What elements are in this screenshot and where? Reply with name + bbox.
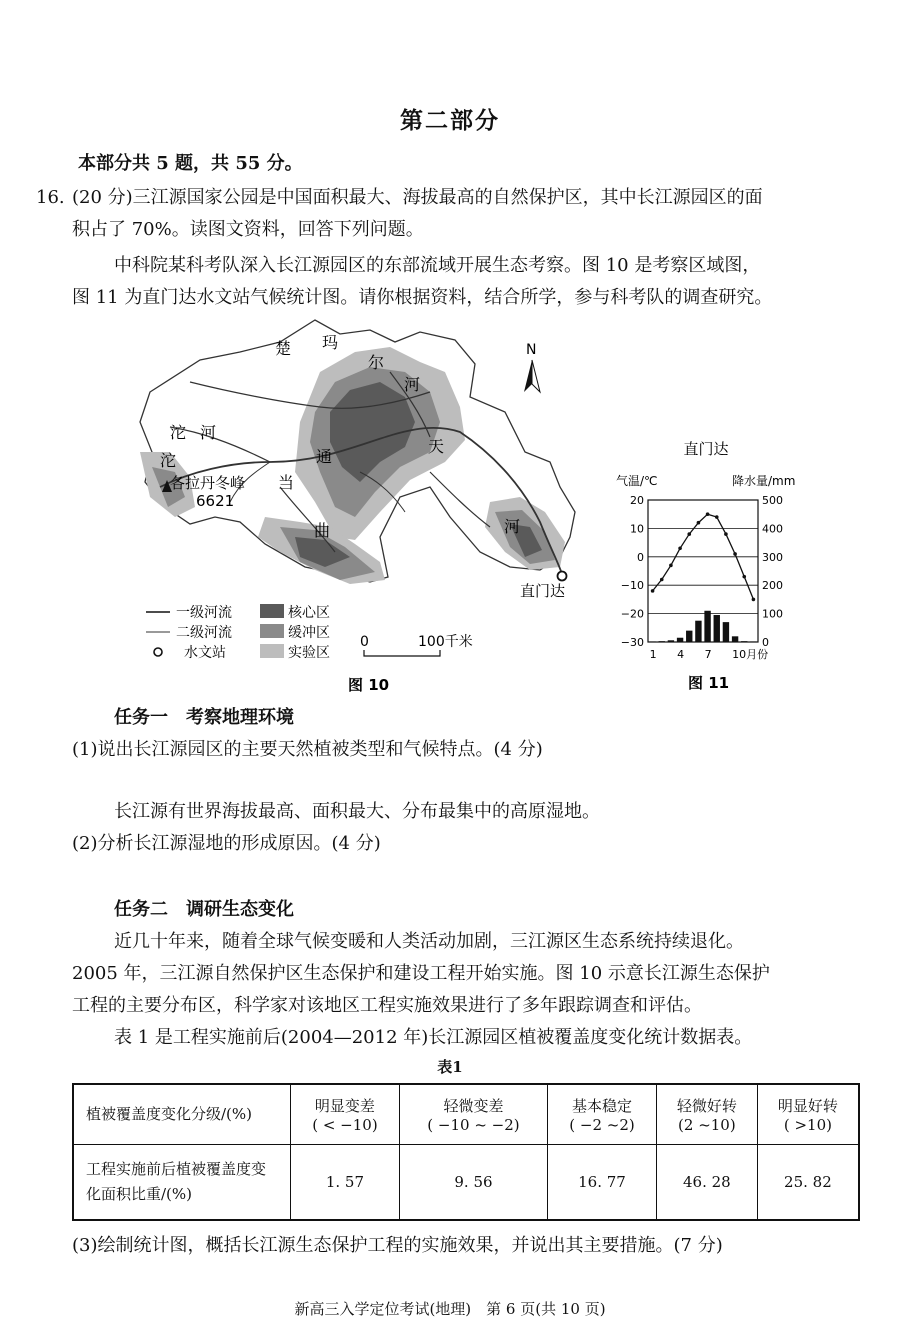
temperature-point [678, 546, 682, 550]
climate-chart [608, 430, 808, 700]
label-er: 尔 [368, 353, 385, 372]
scale-zero: 0 [360, 634, 369, 650]
temperature-point [752, 598, 756, 602]
legend-experiment: 实验区 [288, 645, 330, 661]
month-tick-label: 1 [649, 648, 657, 661]
precip-bar [723, 622, 729, 642]
precip-tick-label: 300 [762, 550, 783, 564]
task2-p1: 近几十年来，随着全球气候变暖和人类活动加剧，三江源区生态系统持续退化。 [114, 931, 744, 952]
precip-bar [668, 640, 674, 642]
header-cell: 明显好转 ( >10) [757, 1084, 859, 1145]
y-right-label: 降水量/mm [732, 474, 796, 488]
temperature-point [724, 532, 728, 536]
temp-tick-label: −10 [620, 579, 644, 593]
temp-tick-label: 20 [630, 494, 644, 507]
month-tick-label: 4 [677, 648, 685, 661]
table-cell: 25. 82 [757, 1145, 859, 1220]
precip-bar [649, 641, 655, 642]
precip-tick-label: 100 [762, 607, 783, 621]
legend-river1: 一级河流 [176, 605, 232, 621]
label-he2: 河 [200, 423, 217, 442]
header-first-cell: 植被覆盖度变化分级/(%) [73, 1084, 291, 1145]
temperature-point [687, 532, 691, 536]
temp-tick-label: 0 [637, 550, 644, 564]
y-left-label: 气温/℃ [616, 474, 658, 488]
table-header-row [73, 1084, 859, 1145]
precip-tick-label: 400 [762, 522, 783, 536]
label-peak-elevation: 6621 [196, 492, 235, 510]
precip-bar [714, 615, 720, 642]
chart-title: 直门达 [683, 440, 729, 458]
task2-p3: 工程的主要分布区，科学家对该地区工程实施效果进行了多年跟踪调查和评估。 [72, 995, 702, 1016]
task1-info: 长江源有世界海拔最高、面积最大、分布最集中的高原湿地。 [114, 801, 600, 822]
question-text-line3: 中科院某科考队深入长江源园区的东部流域开展生态考察。图 10 是考察区域图， [114, 255, 761, 276]
label-tian: 天 [428, 437, 445, 456]
label-chu: 楚 [275, 339, 292, 358]
label-tuo2: 沱 [160, 451, 177, 470]
north-arrow-icon [524, 360, 532, 392]
page-footer: 新高三入学定位考试(地理) 第 6 页(共 10 页) [294, 1300, 606, 1318]
scale-bar [364, 650, 440, 656]
table-caption: 表1 [437, 1058, 463, 1076]
precip-bar [704, 611, 710, 642]
label-dang: 当 [278, 473, 295, 492]
precip-bar [659, 641, 665, 642]
part-intro: 本部分共 5 题，共 55 分。 [78, 153, 303, 174]
row-label-cell: 工程实施前后植被覆盖度变 化面积比重/(%) [73, 1145, 291, 1220]
precip-bar [741, 641, 747, 642]
header-cell: 轻微变差 ( −10 ~ −2) [399, 1084, 547, 1145]
question-text-line2: 积占了 70%。读图文资料，回答下列问题。 [72, 219, 424, 240]
precip-bar [677, 638, 683, 642]
table-cell: 16. 77 [548, 1145, 657, 1220]
legend-station: 水文站 [184, 645, 226, 661]
temperature-point [733, 552, 737, 556]
map-caption: 图 10 [348, 676, 390, 694]
label-he3: 河 [504, 517, 521, 536]
question-number: 16. [36, 187, 65, 208]
temperature-point [651, 589, 655, 593]
task2-p4: 表 1 是工程实施前后(2004—2012 年)长江源园区植被覆盖度变化统计数据表。 [114, 1027, 753, 1048]
precip-tick-label: 200 [762, 579, 783, 593]
label-station: 直门达 [520, 582, 566, 600]
precip-tick-label: 500 [762, 494, 783, 507]
temperature-point [697, 521, 701, 525]
header-cell: 轻微好转 (2 ~10) [656, 1084, 757, 1145]
table-row [73, 1145, 859, 1220]
chart-caption: 图 11 [688, 674, 730, 692]
temperature-point [706, 512, 710, 516]
label-tong: 通 [316, 447, 333, 466]
table-cell: 46. 28 [656, 1145, 757, 1220]
precip-bar [750, 641, 756, 642]
table-cell: 9. 56 [399, 1145, 547, 1220]
hydrological-station-icon [558, 572, 567, 581]
table-cell: 1. 57 [291, 1145, 400, 1220]
legend-river2: 二级河流 [176, 625, 232, 641]
legend-core: 核心区 [288, 605, 330, 621]
label-he1: 河 [404, 375, 421, 394]
task1-heading: 任务一 考察地理环境 [114, 707, 294, 728]
temp-tick-label: 10 [630, 522, 644, 536]
header-cell: 基本稳定 ( −2 ~2) [548, 1084, 657, 1145]
label-qu: 曲 [314, 521, 331, 540]
task2-heading: 任务二 调研生态变化 [114, 899, 294, 920]
temp-tick-label: −20 [620, 607, 644, 621]
precip-tick-label: 0 [762, 636, 769, 649]
task2-p2: 2005 年，三江源自然保护区生态保护和建设工程开始实施。图 10 示意长江源生态保护 [72, 963, 770, 984]
north-label: N [526, 342, 537, 358]
precip-bar [732, 636, 738, 642]
temperature-point [715, 515, 719, 519]
month-tick-label: 7 [704, 648, 712, 661]
temperature-point [742, 575, 746, 579]
precip-bar [686, 631, 692, 642]
label-peak: 各拉丹冬峰 [170, 474, 246, 492]
temperature-point [669, 564, 673, 568]
question-text-line4: 图 11 为直门达水文站气候统计图。请你根据资料，结合所学，参与科考队的调查研究。 [72, 287, 773, 308]
part-title: 第二部分 [400, 107, 500, 134]
temp-tick-label: −30 [620, 636, 644, 649]
precip-bar [695, 621, 701, 642]
header-cell: 明显变差 ( < −10) [291, 1084, 400, 1145]
task1-q2: (2)分析长江源湿地的形成原因。(4 分) [72, 833, 381, 854]
scale-distance: 100千米 [418, 634, 473, 650]
label-ma: 玛 [322, 333, 339, 352]
vegetation-table [72, 1083, 860, 1221]
task1-q1: (1)说出长江源园区的主要天然植被类型和气候特点。(4 分) [72, 739, 543, 760]
temperature-point [660, 578, 664, 582]
question-3: (3)绘制统计图，概括长江源生态保护工程的实施效果，并说出其主要措施。(7 分) [72, 1235, 723, 1256]
month-tick-label: 10月份 [732, 648, 769, 661]
label-tuo1: 沱 [170, 423, 187, 442]
study-area-map [130, 312, 600, 700]
question-text-line1: (20 分)三江源国家公园是中国面积最大、海拔最高的自然保护区，其中长江源园区的面 [72, 187, 763, 208]
legend-buffer: 缓冲区 [288, 625, 330, 641]
